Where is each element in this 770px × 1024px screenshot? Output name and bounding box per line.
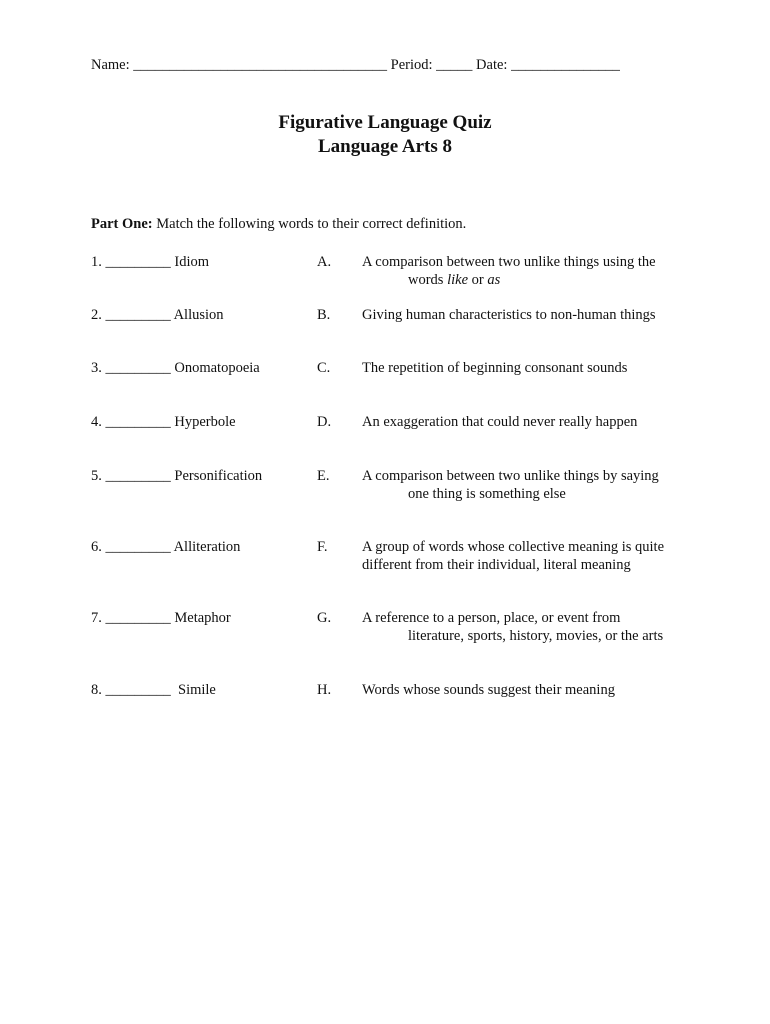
definition-letter: A. [317, 254, 332, 270]
definition-text [362, 253, 692, 289]
student-info-line [91, 57, 620, 74]
part-one-heading [91, 216, 466, 233]
question-number: 5. [91, 468, 102, 484]
question-number: 2. [91, 307, 102, 323]
quiz-title-line2: Language Arts 8 [317, 136, 453, 157]
definition-line: An exaggeration that could never really happen [362, 414, 638, 430]
term-label: Simile [178, 682, 216, 698]
period-blank[interactable]: _____ [436, 57, 473, 73]
definition-letter: D. [317, 414, 332, 430]
term-cell [91, 467, 262, 485]
definition-letter: H. [317, 682, 332, 698]
answer-blank[interactable]: _________ [105, 682, 171, 698]
term-label: Onomatopoeia [174, 360, 260, 376]
quiz-title-line1: Figurative Language Quiz [278, 112, 492, 133]
definition-letter: G. [317, 610, 332, 626]
definition-text [362, 681, 692, 699]
term-label: Hyperbole [174, 414, 236, 430]
question-number: 6. [91, 539, 102, 555]
part-one-instruction: Match the following words to their correct definition. [156, 216, 467, 232]
term-label: Idiom [174, 254, 210, 270]
term-label: Personification [174, 468, 263, 484]
period-label: Period: [390, 57, 433, 73]
answer-blank[interactable]: _________ [105, 307, 171, 323]
definition-line [362, 271, 692, 289]
term-cell [91, 609, 231, 627]
term-cell [91, 413, 236, 431]
term-label: Allusion [173, 307, 224, 323]
definition-fragment: or [468, 272, 488, 288]
term-label: Alliteration [173, 539, 241, 555]
definition-line: Words whose sounds suggest their meaning [362, 682, 615, 698]
definition-line: one thing is something else [408, 486, 566, 502]
answer-blank[interactable]: _________ [105, 254, 171, 270]
definition-text [362, 538, 692, 574]
date-label: Date: [476, 57, 508, 73]
definition-fragment: words [408, 272, 448, 288]
definition-line: different from their individual, literal meaning [362, 557, 631, 573]
definition-line: A comparison between two unlike things by saying [362, 468, 659, 484]
definition-italic-as: as [487, 272, 501, 288]
term-cell [91, 681, 216, 699]
definition-line: A comparison between two unlike things using the [362, 254, 656, 270]
question-number: 8. [91, 682, 102, 698]
answer-blank[interactable]: _________ [105, 539, 171, 555]
definition-text [362, 359, 692, 377]
quiz-title [0, 111, 770, 159]
definition-letter: E. [317, 468, 330, 484]
term-cell [91, 538, 240, 556]
definition-line: A group of words whose collective meaning is quite [362, 539, 665, 555]
name-label: Name: [91, 57, 130, 73]
definition-line: literature, sports, history, movies, or the arts [408, 628, 664, 644]
definition-line: A reference to a person, place, or event from [362, 610, 621, 626]
definition-text [362, 467, 692, 503]
definition-text [362, 413, 692, 431]
question-number: 4. [91, 414, 102, 430]
part-one-label: Part One: [91, 216, 153, 232]
definition-text [362, 609, 692, 645]
definition-letter: F. [317, 539, 328, 555]
term-cell [91, 359, 260, 377]
definition-letter: B. [317, 307, 331, 323]
answer-blank[interactable]: _________ [105, 610, 171, 626]
definition-italic-like: like [447, 272, 469, 288]
definition-letter: C. [317, 360, 331, 376]
term-label: Metaphor [174, 610, 231, 626]
definition-text [362, 306, 692, 324]
term-cell [91, 306, 224, 324]
definition-line: The repetition of beginning consonant sounds [362, 360, 628, 376]
answer-blank[interactable]: _________ [105, 360, 171, 376]
definition-line: Giving human characteristics to non-human things [362, 307, 656, 323]
date-blank[interactable]: _______________ [511, 57, 620, 73]
answer-blank[interactable]: _________ [105, 468, 171, 484]
question-number: 3. [91, 360, 102, 376]
question-number: 1. [91, 254, 102, 270]
question-number: 7. [91, 610, 102, 626]
answer-blank[interactable]: _________ [105, 414, 171, 430]
term-cell [91, 253, 209, 271]
name-blank[interactable]: ___________________________________ [133, 57, 388, 73]
